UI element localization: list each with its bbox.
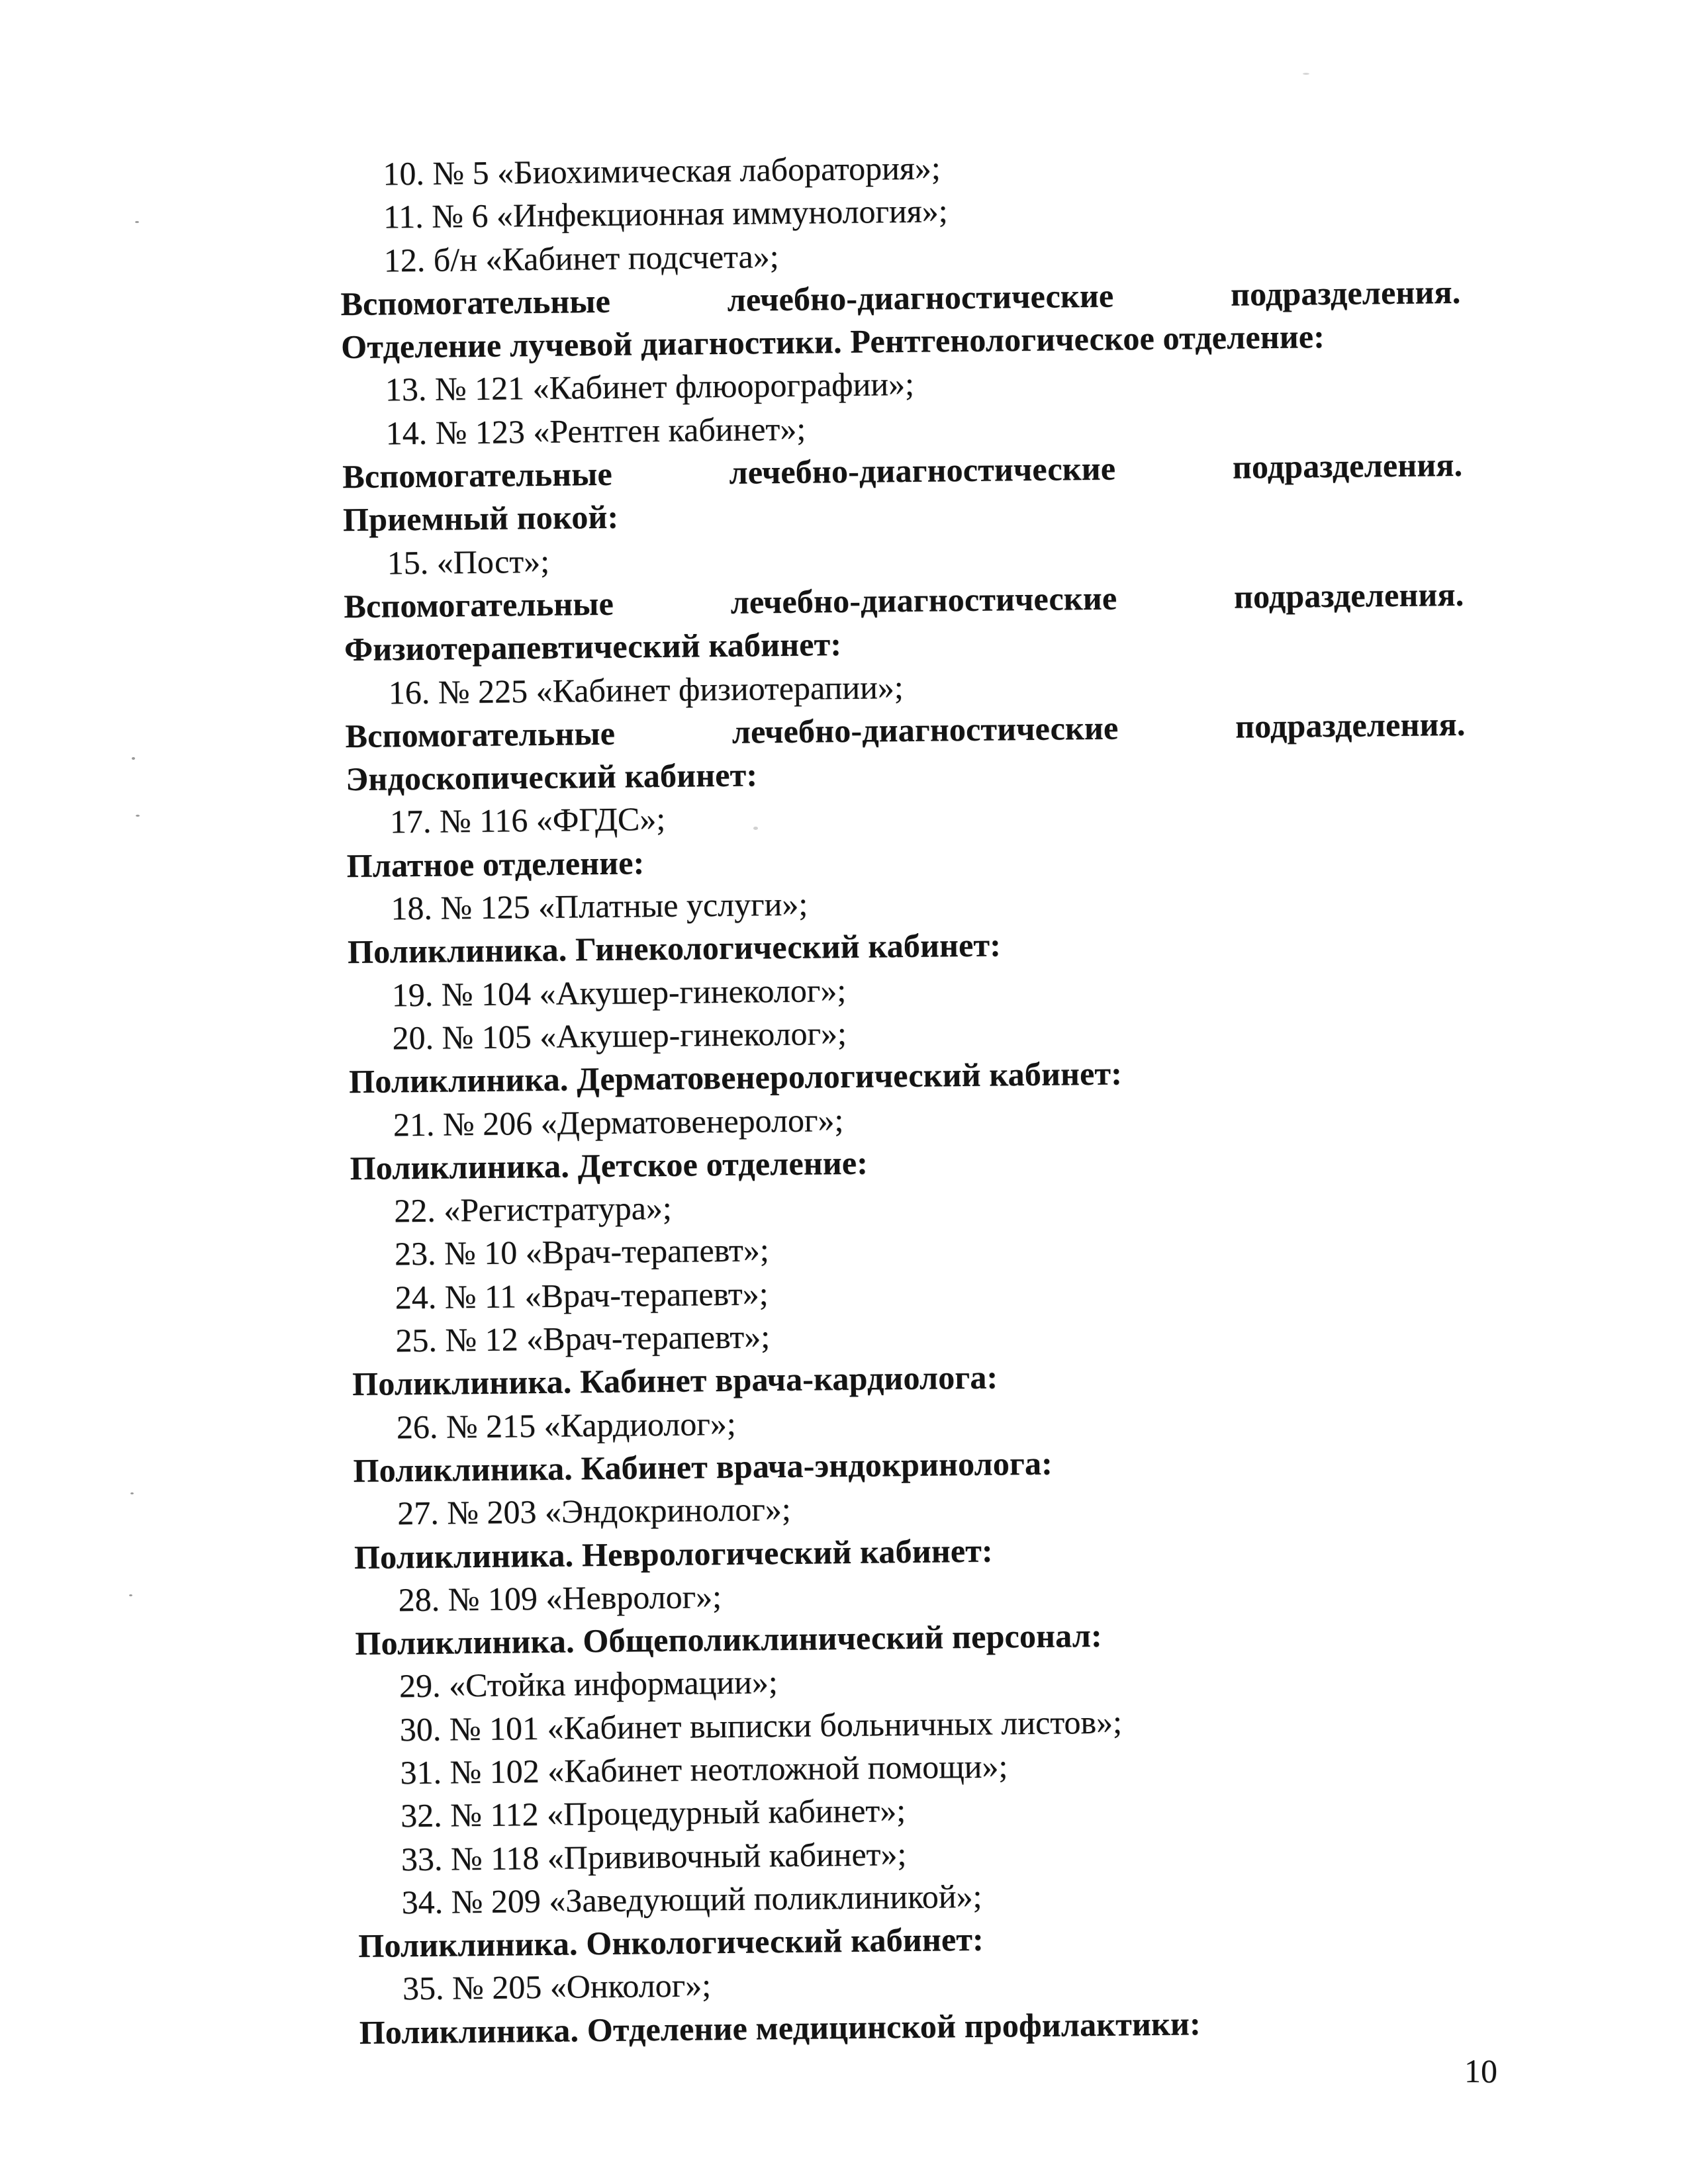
list-item: 28. № 109 «Невролог»; xyxy=(398,1577,722,1619)
list-item: 18. № 125 «Платные услуги»; xyxy=(391,885,808,927)
scan-speck xyxy=(135,221,139,223)
list-item: 19. № 104 «Акушер-гинеколог»; xyxy=(391,971,847,1014)
section-heading: Приемный покой: xyxy=(342,498,619,539)
section-heading: Поликлиника. Дерматовенерологический кабинет: xyxy=(348,1054,1123,1101)
section-heading: Поликлиника. Кабинет врача-кардиолога: xyxy=(352,1358,998,1403)
list-item: 21. № 206 «Дерматовенеролог»; xyxy=(393,1101,844,1143)
heading-word: лечебно-диагностические xyxy=(727,277,1114,318)
list-item: 15. «Пост»; xyxy=(387,542,550,582)
heading-word: подразделения. xyxy=(1235,705,1466,745)
section-heading: Поликлиника. Отделение медицинской профилактики: xyxy=(359,2005,1201,2051)
section-heading: Поликлиника. Онкологический кабинет: xyxy=(358,1920,984,1965)
heading-word: лечебно-диагностические xyxy=(729,449,1116,491)
list-item: 16. № 225 «Кабинет физиотерапии»; xyxy=(388,668,904,711)
list-item: 20. № 105 «Акушер-гинеколог»; xyxy=(392,1014,847,1057)
list-item: 31. № 102 «Кабинет неотложной помощи»; xyxy=(400,1747,1008,1792)
list-item: 10. № 5 «Биохимическая лаборатория»; xyxy=(383,149,941,193)
list-item: 25. № 12 «Врач-терапевт»; xyxy=(395,1318,771,1359)
section-heading: Отделение лучевой диагностики. Рентгенологическое отделение: xyxy=(340,318,1325,366)
heading-word: Вспомогательные xyxy=(342,455,613,496)
heading-word: лечебно-диагностические xyxy=(731,709,1119,751)
scan-speck xyxy=(136,815,140,817)
heading-word: подразделения. xyxy=(1233,575,1464,615)
section-heading: Поликлиника. Детское отделение: xyxy=(350,1144,868,1187)
page-number: 10 xyxy=(1464,2052,1497,2089)
scan-speck xyxy=(753,827,758,830)
heading-word: лечебно-диагностические xyxy=(730,579,1117,621)
section-heading: Поликлиника. Кабинет врача-эндокринолога: xyxy=(353,1444,1053,1489)
list-item: 27. № 203 «Эндокринолог»; xyxy=(397,1490,791,1532)
document-body xyxy=(339,141,1479,2054)
list-item: 34. № 209 «Заведующий поликлиникой»; xyxy=(401,1877,982,1921)
list-item: 35. № 205 «Онколог»; xyxy=(402,1966,712,2007)
heading-word: Вспомогательные xyxy=(340,282,611,323)
list-item: 32. № 112 «Процедурный кабинет»; xyxy=(400,1792,906,1835)
list-item: 14. № 123 «Рентген кабинет»; xyxy=(385,410,806,452)
heading-word: подразделения. xyxy=(1232,445,1463,486)
list-item: 13. № 121 «Кабинет флюорографии»; xyxy=(385,365,915,408)
list-item: 12. б/н «Кабинет подсчета»; xyxy=(383,237,779,279)
list-item: 24. № 11 «Врач-терапевт»; xyxy=(395,1274,769,1316)
list-item: 22. «Регистратура»; xyxy=(394,1189,673,1230)
section-heading: Поликлиника. Общеполиклинический персонал: xyxy=(355,1616,1103,1662)
section-heading: Эндоскопический кабинет: xyxy=(345,756,758,798)
heading-word: подразделения. xyxy=(1230,273,1461,313)
list-item: 29. «Стойка информации»; xyxy=(399,1663,778,1705)
list-item: 33. № 118 «Прививочный кабинет»; xyxy=(400,1835,907,1878)
list-item: 23. № 10 «Врач-терапевт»; xyxy=(394,1231,770,1273)
scan-speck xyxy=(130,1492,134,1494)
section-heading: Платное отделение: xyxy=(346,843,645,884)
list-item: 11. № 6 «Инфекционная иммунология»; xyxy=(383,192,948,236)
scan-speck xyxy=(129,1594,132,1596)
list-item: 17. № 116 «ФГДС»; xyxy=(389,800,666,841)
section-heading: Поликлиника. Гинекологический кабинет: xyxy=(347,926,1002,971)
section-heading: Поликлиника. Неврологический кабинет: xyxy=(353,1531,994,1576)
list-item: 30. № 101 «Кабинет выписки больничных листов»; xyxy=(399,1703,1123,1748)
scan-speck xyxy=(132,757,135,760)
heading-word: Вспомогательные xyxy=(344,584,614,625)
heading-word: Вспомогательные xyxy=(345,714,616,754)
list-item: 26. № 215 «Кардиолог»; xyxy=(396,1404,736,1445)
section-heading: Физиотерапевтический кабинет: xyxy=(344,625,842,668)
scan-speck xyxy=(1303,73,1309,75)
